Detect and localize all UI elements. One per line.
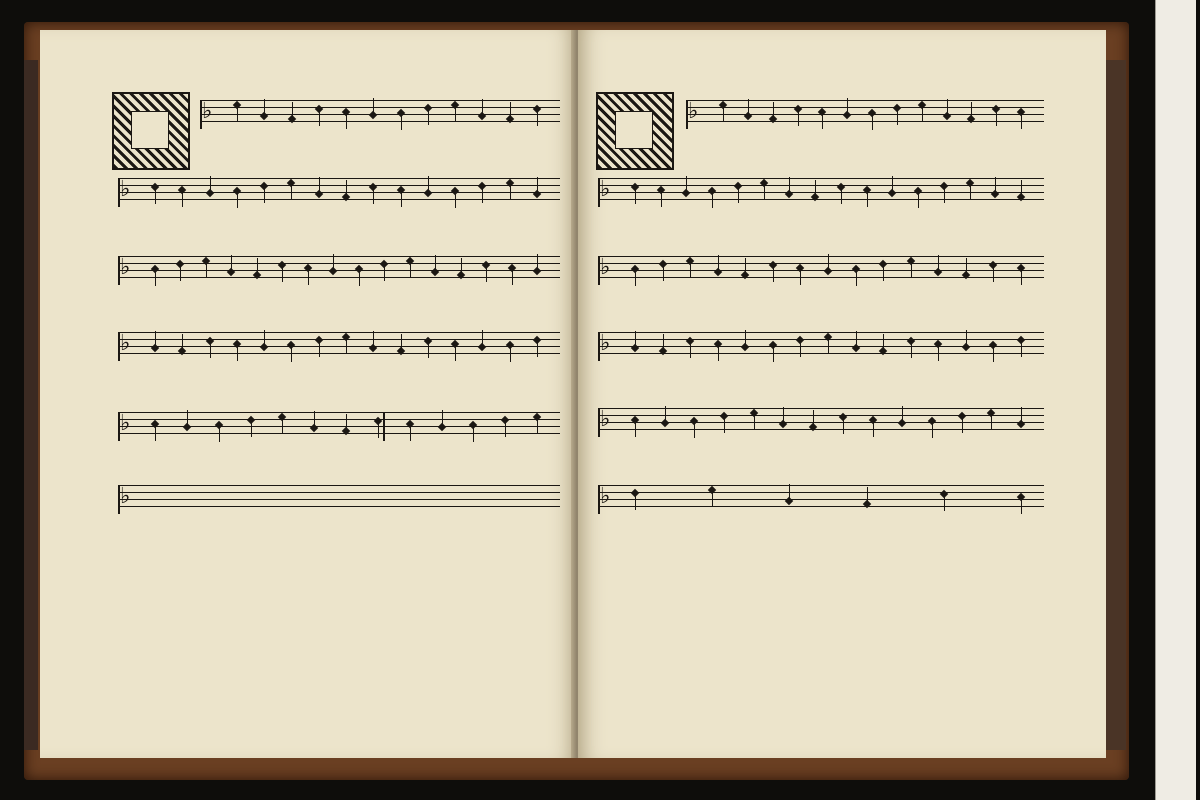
note-stem bbox=[938, 345, 939, 361]
note-stem bbox=[410, 425, 411, 441]
note-stem bbox=[993, 266, 994, 282]
staff-start-barline bbox=[200, 100, 202, 129]
note-stem bbox=[510, 102, 511, 118]
note-stem bbox=[461, 258, 462, 274]
note-stem bbox=[282, 418, 283, 434]
note-stem bbox=[867, 487, 868, 503]
note-stem bbox=[210, 342, 211, 358]
clef-flat-sign: ♭ bbox=[120, 484, 131, 509]
note-stem bbox=[813, 410, 814, 426]
measurement-ruler bbox=[1155, 0, 1196, 800]
note-stem bbox=[410, 262, 411, 278]
note-stem bbox=[486, 266, 487, 282]
note-stem bbox=[902, 406, 903, 422]
note-stem bbox=[822, 113, 823, 129]
music-staff bbox=[118, 178, 560, 206]
music-staff bbox=[118, 256, 560, 284]
note-stem bbox=[435, 255, 436, 271]
note-stem bbox=[537, 110, 538, 126]
music-staff bbox=[598, 332, 1044, 360]
note-stem bbox=[663, 334, 664, 350]
note-stem bbox=[537, 418, 538, 434]
note-stem bbox=[264, 187, 265, 203]
note-stem bbox=[922, 106, 923, 122]
clef-flat-sign: ♭ bbox=[120, 331, 131, 356]
note-stem bbox=[847, 98, 848, 114]
note-stem bbox=[800, 269, 801, 285]
note-stem bbox=[237, 106, 238, 122]
note-stem bbox=[764, 184, 765, 200]
note-stem bbox=[665, 406, 666, 422]
note-stem bbox=[773, 346, 774, 362]
note-stem bbox=[455, 345, 456, 361]
note-stem bbox=[237, 192, 238, 208]
note-stem bbox=[856, 270, 857, 286]
note-stem bbox=[219, 426, 220, 442]
note-stem bbox=[206, 262, 207, 278]
staff-start-barline bbox=[118, 332, 120, 361]
note-stem bbox=[257, 258, 258, 274]
music-staff bbox=[686, 100, 1044, 128]
note-stem bbox=[635, 188, 636, 204]
note-stem bbox=[911, 262, 912, 278]
note-stem bbox=[635, 331, 636, 347]
clef-flat-sign: ♭ bbox=[202, 99, 213, 124]
note-stem bbox=[789, 484, 790, 500]
note-stem bbox=[319, 341, 320, 357]
note-stem bbox=[237, 345, 238, 361]
decorated-initial bbox=[596, 92, 674, 170]
music-staff bbox=[118, 332, 560, 360]
note-stem bbox=[1021, 269, 1022, 285]
music-staff bbox=[598, 178, 1044, 206]
left-page bbox=[40, 30, 577, 758]
note-stem bbox=[455, 192, 456, 208]
note-stem bbox=[428, 176, 429, 192]
music-staff bbox=[598, 408, 1044, 436]
note-stem bbox=[359, 270, 360, 286]
note-stem bbox=[690, 342, 691, 358]
note-stem bbox=[455, 106, 456, 122]
note-stem bbox=[947, 99, 948, 115]
note-stem bbox=[966, 330, 967, 346]
note-stem bbox=[291, 346, 292, 362]
note-stem bbox=[883, 265, 884, 281]
note-stem bbox=[505, 421, 506, 437]
note-stem bbox=[828, 338, 829, 354]
note-stem bbox=[428, 109, 429, 125]
note-stem bbox=[155, 425, 156, 441]
note-stem bbox=[754, 414, 755, 430]
note-stem bbox=[944, 495, 945, 511]
note-stem bbox=[718, 255, 719, 271]
clef-flat-sign: ♭ bbox=[688, 99, 699, 124]
note-stem bbox=[856, 331, 857, 347]
note-stem bbox=[938, 255, 939, 271]
note-stem bbox=[635, 494, 636, 510]
clef-flat-sign: ♭ bbox=[600, 407, 611, 432]
note-stem bbox=[373, 188, 374, 204]
note-stem bbox=[346, 113, 347, 129]
note-stem bbox=[537, 341, 538, 357]
note-stem bbox=[872, 114, 873, 130]
note-stem bbox=[745, 330, 746, 346]
staff-start-barline bbox=[118, 485, 120, 514]
note-stem bbox=[187, 410, 188, 426]
note-stem bbox=[996, 110, 997, 126]
note-stem bbox=[724, 417, 725, 433]
note-stem bbox=[897, 109, 898, 125]
music-staff bbox=[118, 485, 560, 513]
note-stem bbox=[918, 192, 919, 208]
note-stem bbox=[401, 191, 402, 207]
note-stem bbox=[690, 262, 691, 278]
note-stem bbox=[911, 342, 912, 358]
right-page bbox=[578, 30, 1106, 758]
note-stem bbox=[738, 187, 739, 203]
note-stem bbox=[661, 191, 662, 207]
clef-flat-sign: ♭ bbox=[600, 255, 611, 280]
note-stem bbox=[155, 188, 156, 204]
note-stem bbox=[482, 330, 483, 346]
staff-start-barline bbox=[598, 485, 600, 514]
note-stem bbox=[892, 176, 893, 192]
clef-flat-sign: ♭ bbox=[600, 331, 611, 356]
note-stem bbox=[789, 177, 790, 193]
note-stem bbox=[210, 176, 211, 192]
note-stem bbox=[867, 191, 868, 207]
note-stem bbox=[723, 106, 724, 122]
note-stem bbox=[510, 346, 511, 362]
note-stem bbox=[373, 331, 374, 347]
note-stem bbox=[537, 177, 538, 193]
note-stem bbox=[264, 330, 265, 346]
note-stem bbox=[663, 265, 664, 281]
clef-flat-sign: ♭ bbox=[120, 411, 131, 436]
note-stem bbox=[783, 407, 784, 423]
note-stem bbox=[970, 184, 971, 200]
note-stem bbox=[308, 269, 309, 285]
clef-flat-sign: ♭ bbox=[600, 484, 611, 509]
note-stem bbox=[292, 102, 293, 118]
note-stem bbox=[231, 255, 232, 271]
note-stem bbox=[346, 414, 347, 430]
note-stem bbox=[1021, 341, 1022, 357]
note-stem bbox=[264, 99, 265, 115]
staff-start-barline bbox=[598, 332, 600, 361]
note-stem bbox=[378, 422, 379, 438]
note-stem bbox=[993, 346, 994, 362]
staff-start-barline bbox=[118, 178, 120, 207]
note-stem bbox=[291, 184, 292, 200]
note-stem bbox=[745, 258, 746, 274]
note-stem bbox=[373, 98, 374, 114]
note-stem bbox=[442, 410, 443, 426]
note-stem bbox=[473, 426, 474, 442]
note-stem bbox=[401, 114, 402, 130]
note-stem bbox=[251, 421, 252, 437]
note-stem bbox=[773, 102, 774, 118]
initial-letter bbox=[615, 111, 653, 149]
note-stem bbox=[712, 491, 713, 507]
clef-flat-sign: ♭ bbox=[600, 177, 611, 202]
note-stem bbox=[686, 176, 687, 192]
note-stem bbox=[932, 422, 933, 438]
note-stem bbox=[828, 254, 829, 270]
staff-start-barline bbox=[686, 100, 688, 129]
music-staff bbox=[598, 256, 1044, 284]
note-stem bbox=[635, 421, 636, 437]
note-stem bbox=[773, 266, 774, 282]
music-staff bbox=[598, 485, 1044, 513]
music-staff bbox=[200, 100, 560, 128]
music-staff bbox=[118, 412, 560, 440]
note-stem bbox=[510, 184, 511, 200]
note-stem bbox=[155, 331, 156, 347]
note-stem bbox=[319, 110, 320, 126]
note-stem bbox=[346, 338, 347, 354]
note-stem bbox=[384, 265, 385, 281]
note-stem bbox=[428, 342, 429, 358]
staff-start-barline bbox=[118, 412, 120, 441]
note-stem bbox=[1021, 407, 1022, 423]
note-stem bbox=[537, 254, 538, 270]
final-barline bbox=[383, 412, 385, 441]
note-stem bbox=[346, 180, 347, 196]
note-stem bbox=[841, 188, 842, 204]
note-stem bbox=[712, 192, 713, 208]
note-stem bbox=[962, 417, 963, 433]
note-stem bbox=[966, 258, 967, 274]
note-stem bbox=[314, 411, 315, 427]
note-stem bbox=[873, 421, 874, 437]
clef-flat-sign: ♭ bbox=[120, 255, 131, 280]
note-stem bbox=[995, 177, 996, 193]
note-stem bbox=[635, 270, 636, 286]
note-stem bbox=[991, 414, 992, 430]
initial-letter bbox=[131, 111, 169, 149]
note-stem bbox=[800, 341, 801, 357]
note-stem bbox=[182, 334, 183, 350]
staff-start-barline bbox=[598, 256, 600, 285]
note-stem bbox=[180, 265, 181, 281]
note-stem bbox=[1021, 113, 1022, 129]
note-stem bbox=[1021, 180, 1022, 196]
decorated-initial bbox=[112, 92, 190, 170]
note-stem bbox=[155, 270, 156, 286]
staff-start-barline bbox=[118, 256, 120, 285]
note-stem bbox=[333, 254, 334, 270]
note-stem bbox=[694, 422, 695, 438]
staff-start-barline bbox=[598, 178, 600, 207]
note-stem bbox=[319, 177, 320, 193]
note-stem bbox=[883, 334, 884, 350]
note-stem bbox=[482, 187, 483, 203]
book-edge-right bbox=[1106, 60, 1126, 750]
note-stem bbox=[482, 99, 483, 115]
note-stem bbox=[798, 110, 799, 126]
note-stem bbox=[815, 180, 816, 196]
note-stem bbox=[748, 99, 749, 115]
note-stem bbox=[971, 102, 972, 118]
book-edge-left bbox=[24, 60, 38, 750]
note-stem bbox=[401, 334, 402, 350]
staff-start-barline bbox=[598, 408, 600, 437]
note-stem bbox=[718, 345, 719, 361]
clef-flat-sign: ♭ bbox=[120, 177, 131, 202]
note-stem bbox=[282, 266, 283, 282]
note-stem bbox=[512, 269, 513, 285]
note-stem bbox=[182, 191, 183, 207]
note-stem bbox=[1021, 498, 1022, 514]
note-stem bbox=[843, 418, 844, 434]
note-stem bbox=[944, 187, 945, 203]
